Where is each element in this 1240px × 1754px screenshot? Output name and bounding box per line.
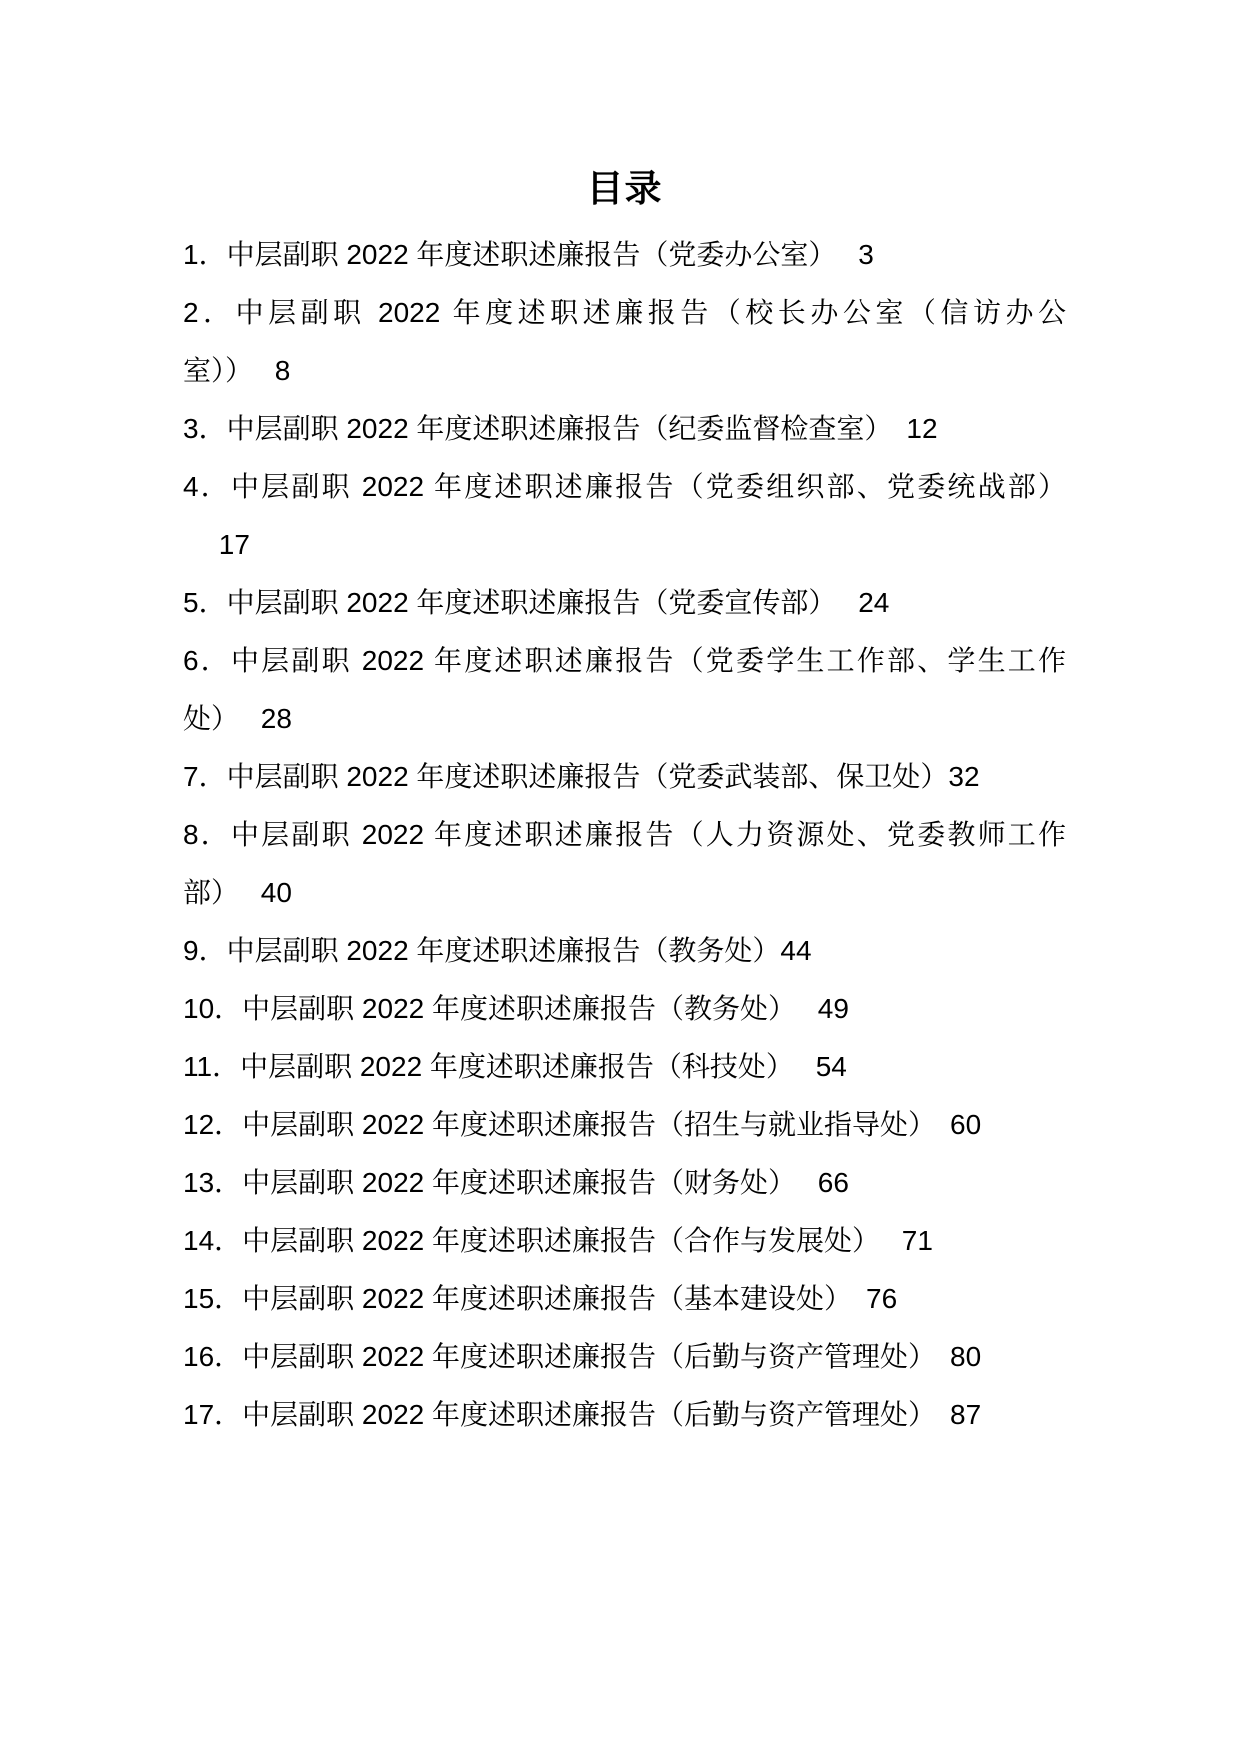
toc-entry-line: 15．中层副职 2022 年度述职述廉报告（基本建设处） 76 — [183, 1283, 898, 1314]
toc-entry-line: 3．中层副职 2022 年度述职述廉报告（纪委监督检查室） 12 — [183, 413, 938, 444]
toc-entry-line: 6．中层副职 2022 年度述职述廉报告（党委学生工作部、学生工作 — [183, 645, 1066, 676]
toc-entry[interactable] — [183, 1096, 1066, 1154]
toc-entry[interactable] — [183, 922, 1066, 980]
toc-entry[interactable] — [183, 748, 1066, 806]
toc-entry-line: 12．中层副职 2022 年度述职述廉报告（招生与就业指导处） 60 — [183, 1109, 982, 1140]
toc-entry[interactable] — [183, 1038, 1066, 1096]
toc-list — [183, 226, 1066, 1444]
toc-entry[interactable] — [183, 1328, 1066, 1386]
page-title: 目录 — [586, 168, 663, 209]
toc-entry-line: 室）） 8 — [183, 355, 291, 386]
toc-entry-line: 13．中层副职 2022 年度述职述廉报告（财务处） 66 — [183, 1167, 849, 1198]
toc-entry[interactable] — [183, 806, 1066, 922]
toc-entry[interactable] — [183, 980, 1066, 1038]
toc-entry[interactable] — [183, 1270, 1066, 1328]
toc-entry-line: 2．中层副职 2022 年度述职述廉报告（校长办公室（信访办公 — [183, 297, 1066, 328]
toc-entry[interactable] — [183, 1386, 1066, 1444]
toc-entry-line: 17．中层副职 2022 年度述职述廉报告（后勤与资产管理处） 87 — [183, 1399, 982, 1430]
toc-entry-line: 16．中层副职 2022 年度述职述廉报告（后勤与资产管理处） 80 — [183, 1341, 982, 1372]
toc-entry[interactable] — [183, 400, 1066, 458]
toc-entry-line: 17 — [183, 529, 250, 560]
toc-entry[interactable] — [183, 226, 1066, 284]
toc-entry-line: 5．中层副职 2022 年度述职述廉报告（党委宣传部） 24 — [183, 587, 890, 618]
toc-entry[interactable] — [183, 1154, 1066, 1212]
toc-entry-line: 8．中层副职 2022 年度述职述廉报告（人力资源处、党委教师工作 — [183, 819, 1066, 850]
toc-entry-line: 1．中层副职 2022 年度述职述廉报告（党委办公室） 3 — [183, 239, 874, 270]
toc-entry[interactable] — [183, 1212, 1066, 1270]
toc-entry[interactable] — [183, 284, 1066, 400]
toc-entry[interactable] — [183, 574, 1066, 632]
toc-entry[interactable] — [183, 458, 1066, 574]
toc-entry-line: 14．中层副职 2022 年度述职述廉报告（合作与发展处） 71 — [183, 1225, 933, 1256]
toc-entry-line: 部） 40 — [183, 877, 292, 908]
toc-entry-line: 10．中层副职 2022 年度述职述廉报告（教务处） 49 — [183, 993, 849, 1024]
toc-entry-line: 处） 28 — [183, 703, 292, 734]
toc-entry-line: 4．中层副职 2022 年度述职述廉报告（党委组织部、党委统战部） — [183, 471, 1066, 502]
toc-entry[interactable] — [183, 632, 1066, 748]
toc-entry-line: 11．中层副职 2022 年度述职述廉报告（科技处） 54 — [183, 1051, 847, 1082]
toc-entry-line: 9．中层副职 2022 年度述职述廉报告（教务处）44 — [183, 935, 812, 966]
toc-entry-line: 7．中层副职 2022 年度述职述廉报告（党委武装部、保卫处）32 — [183, 761, 980, 792]
